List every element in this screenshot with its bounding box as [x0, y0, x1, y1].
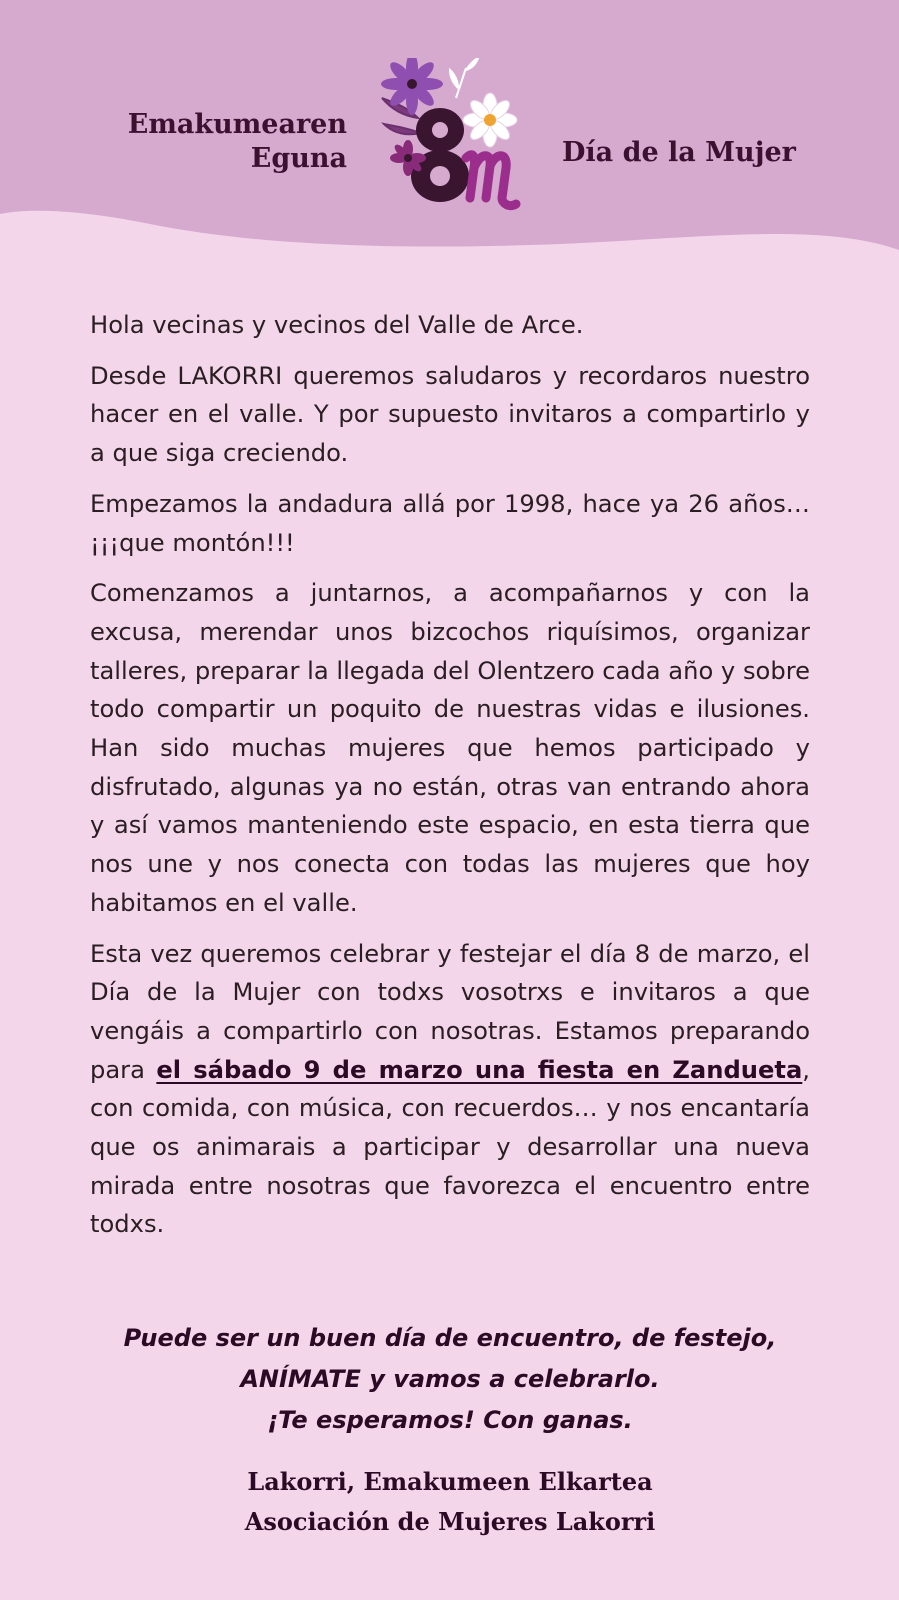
closing-line-1: Puede ser un buen día de encuentro, de festejo, [123, 1324, 777, 1352]
title-basque-line2: Eguna [250, 143, 347, 174]
closing-message [60, 1318, 840, 1441]
invitation-text-start: Esta vez queremos celebrar y festejar el día 8 de marzo, el Día de la Mujer con todxs vosotrxs e invitaros a que vengáis a compartirlo con nosotras. Estamos preparando para [90, 939, 810, 1084]
paragraph-greeting: Hola vecinas y vecinos del Valle de Arce. [90, 311, 584, 339]
paragraph-invitation [90, 935, 810, 1245]
title-basque-line1: Emakumearen [127, 109, 347, 140]
magenta-flower-icon [390, 140, 426, 176]
title-spanish: Día de la Mujer [562, 137, 796, 168]
signature-block [60, 1462, 840, 1542]
invitation-text-end: , con comida, con música, con recuerdos… y nos encantaría que os animarais a participar y desarrollar una nueva mirada entre nosotras que favorezca el encuentro entre todxs. [90, 1055, 810, 1239]
title-basque [128, 108, 347, 176]
closing-line-2: ANÍMATE y vamos a celebrarlo. [240, 1365, 660, 1393]
paragraph-intro: Desde LAKORRI queremos saludaros y recordaros nuestro hacer en el valle. Y por supuesto invitaros a compartirlo y a que siga creciendo. [90, 361, 810, 468]
8m-flower-logo [378, 58, 533, 218]
event-date-highlight: el sábado 9 de marzo una fiesta en Zandueta [156, 1055, 803, 1084]
signature-basque: Lakorri, Emakumeen Elkartea [247, 1467, 653, 1496]
letter-body [90, 306, 810, 1256]
white-daisy-icon [463, 93, 517, 147]
letter-m-glyph [466, 155, 516, 206]
closing-line-3: ¡Te esperamos! Con ganas. [267, 1406, 633, 1434]
paragraph-activities: Comenzamos a juntarnos, a acompañarnos y con la excusa, merendar unos bizcochos riquísimos, organizar talleres, preparar la llegada del Olentzero cada año y sobre todo compartir un poquito de nuestras vidas e ilusiones. Han sido muchas mujeres que hemos participado y disfrutado, algunas ya no están, otras van entrando ahora y así vamos manteniendo este espacio, en esta tierra que nos une y nos conecta con todas las mujeres que hoy habitamos en el valle. [90, 579, 810, 917]
paragraph-history: Empezamos la andadura allá por 1998, hace ya 26 años… ¡¡¡que montón!!! [90, 489, 810, 557]
header-banner [0, 0, 899, 260]
signature-spanish: Asociación de Mujeres Lakorri [244, 1507, 656, 1536]
